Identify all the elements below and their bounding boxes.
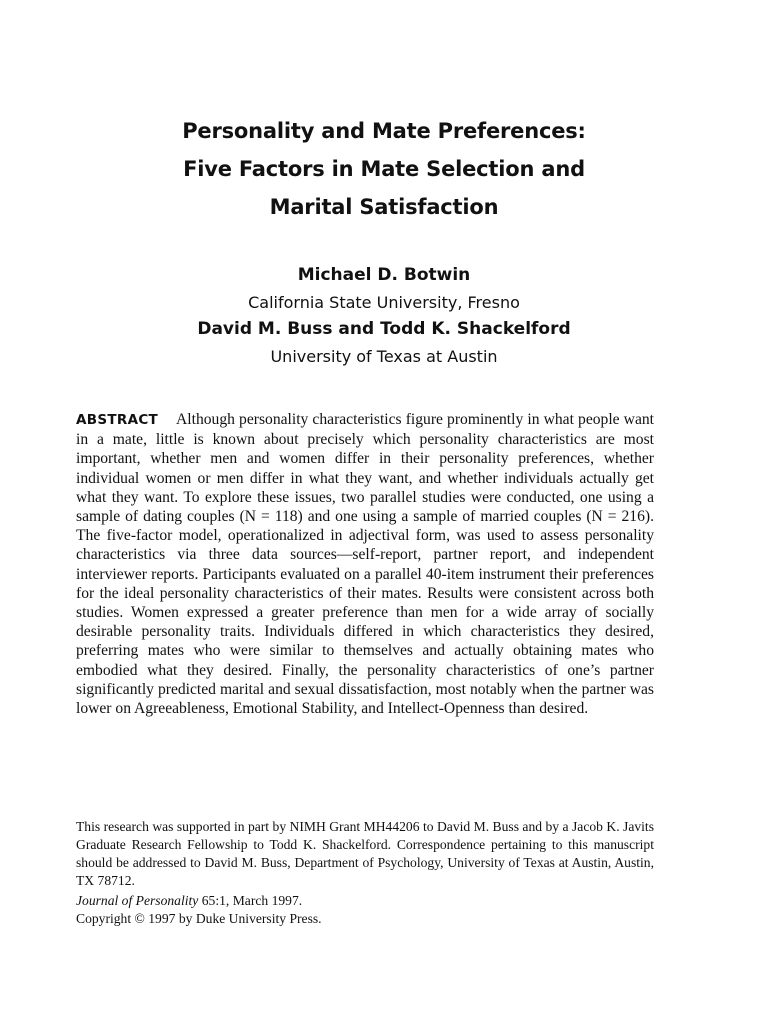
journal-citation (76, 892, 654, 910)
journal-info (76, 892, 654, 928)
author-block (60, 262, 708, 370)
title-line-1: Personality and Mate Preferences: (182, 119, 586, 143)
title-line-2: Five Factors in Mate Selection and (183, 157, 585, 181)
author-affiliation-2: University of Texas at Austin (270, 347, 498, 366)
copyright-line: Copyright © 1997 by Duke University Press. (76, 911, 322, 926)
title-line-3: Marital Satisfaction (269, 195, 499, 219)
author-name-1: Michael D. Botwin (297, 265, 471, 285)
paper-title (60, 112, 708, 226)
funding-footnote: This research was supported in part by NIMH Grant MH44206 to David M. Buss and by a Jacob K. Javits Graduate Research Fellowship to Todd K. Shackelford. Correspondence pertaining to this manuscript should be addressed to David M. Buss, Department of Psychology, University of Texas at Austin, Austin, TX 78712. (76, 819, 654, 888)
author-name-2: David M. Buss and Todd K. Shackelford (197, 319, 571, 339)
abstract (76, 410, 654, 718)
journal-name: Journal of Personality (76, 893, 199, 908)
abstract-label: ABSTRACT (76, 412, 159, 428)
abstract-text: Although personality characteristics figure prominently in what people want in a mate, little is known about precisely which personality characteristics are most important, whether men and women differ in their personality preferences, whether individual women or men differ in what they want, and whether individuals actually get what they want. To explore these issues, two parallel studies were conducted, one using a sample of dating couples (N = 118) and one using a sample of married couples (N = 216). The five-factor model, operationalized in adjectival form, was used to assess personality characteristics via three data sources—self-report, partner report, and independent interviewer reports. Participants evaluated on a parallel 40-item instrument their preferences for the ideal personality characteristics of their mates. Results were consistent across both studies. Women expressed a greater preference than men for a wide array of socially desirable personality traits. Individuals differed in which characteristics they desired, preferring mates who were similar to themselves and actually obtaining mates who embodied what they desired. Finally, the personality characteristics of one’s partner significantly predicted marital and sexual dissatisfaction, most notably when the partner was lower on Agreeableness, Emotional Stability, and Intellect-Openness than desired. (76, 411, 654, 718)
journal-issue: 65:1, March 1997. (198, 893, 303, 908)
author-affiliation-1: California State University, Fresno (248, 293, 520, 312)
